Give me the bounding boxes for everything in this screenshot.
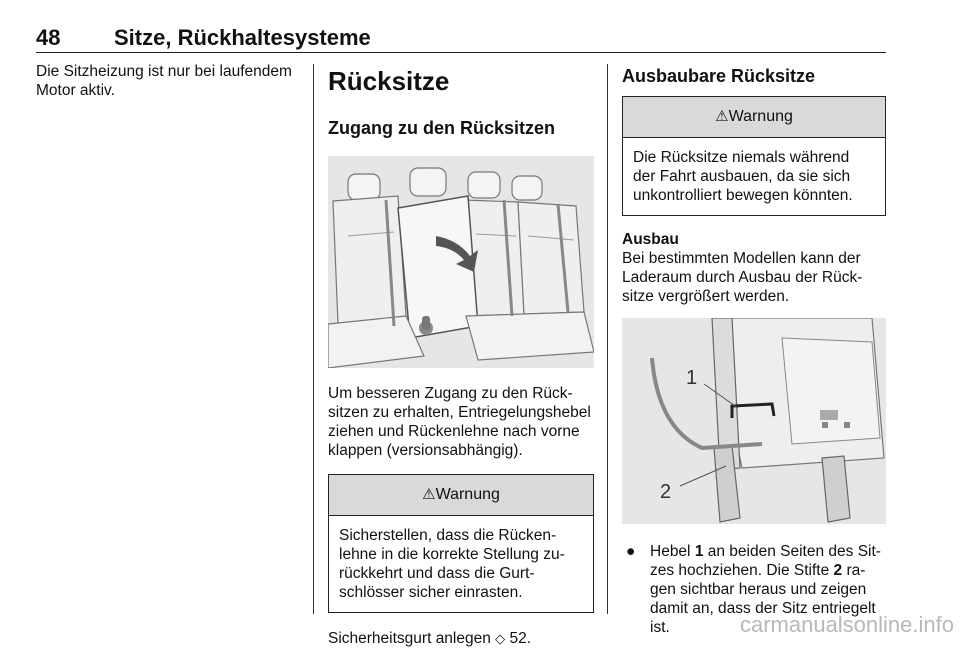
section-heading: Rücksitze: [328, 66, 450, 96]
subsection-heading: Ausbau: [622, 231, 679, 248]
page-number: 48: [36, 25, 61, 50]
reference-text: Sicherheitsgurt anlegen: [328, 630, 491, 647]
warning-header: [623, 97, 885, 138]
running-title: Sitze, Rückhaltesysteme: [114, 25, 371, 50]
page-header: [36, 22, 886, 53]
column-right: [622, 62, 886, 637]
subsection-heading: Zugang zu den Rücksitzen: [328, 118, 556, 138]
column-left: [36, 62, 298, 100]
warning-text: Die Rücksitze niemals während der Fahrt ausbauen, da sie sich unkontrolliert bewegen könnten.: [633, 149, 853, 204]
callout-1: 1: [686, 367, 698, 389]
warning-box: [328, 474, 594, 613]
warning-triangle-icon: ⚠: [715, 108, 729, 125]
section-heading: Ausbaubare Rücksitze: [622, 66, 816, 86]
warning-box: [622, 96, 886, 216]
warning-title: Warnung: [728, 108, 793, 125]
page-reference-icon: ◇: [495, 631, 506, 646]
warning-text: Sicherstellen, dass die Rückenlehne in die korrekte Stellung zurückkehrt und dass die Gurtschlösser sicher einrasten.: [339, 527, 565, 601]
warning-header: [329, 475, 593, 516]
reference-page[interactable]: 52.: [509, 630, 532, 647]
paragraph: Die Sitzheizung ist nur bei laufendem Motor aktiv.: [36, 63, 292, 99]
rear-seat-illustration: [328, 156, 594, 368]
callout-2: 2: [660, 481, 672, 503]
paragraph: Bei bestimmten Modellen kann der Laderaum durch Ausbau der Rücksitze vergrößert werden.: [622, 250, 863, 305]
bullet-icon: ●: [626, 543, 636, 560]
warning-title: Warnung: [435, 486, 500, 503]
column-middle: [328, 62, 594, 648]
seatbelt-reference: [328, 629, 594, 648]
column-divider: [313, 64, 314, 614]
seat-removal-illustration: [622, 318, 886, 524]
warning-triangle-icon: ⚠: [422, 486, 436, 503]
column-divider: [607, 64, 608, 614]
paragraph: Um besseren Zugang zu den Rücksitzen zu erhalten, Entriegelungshebel ziehen und Rückenlehne nach vorne klappen (versionsabhängig).: [328, 385, 591, 459]
bullet-text: Hebel 1 an beiden Seiten des Sitzes hochziehen. Die Stifte 2 ragen sichtbar heraus und zeigen damit an, dass der Sitz entriegelt ist.: [650, 543, 881, 636]
watermark: carmanualsonline.info: [739, 612, 954, 637]
